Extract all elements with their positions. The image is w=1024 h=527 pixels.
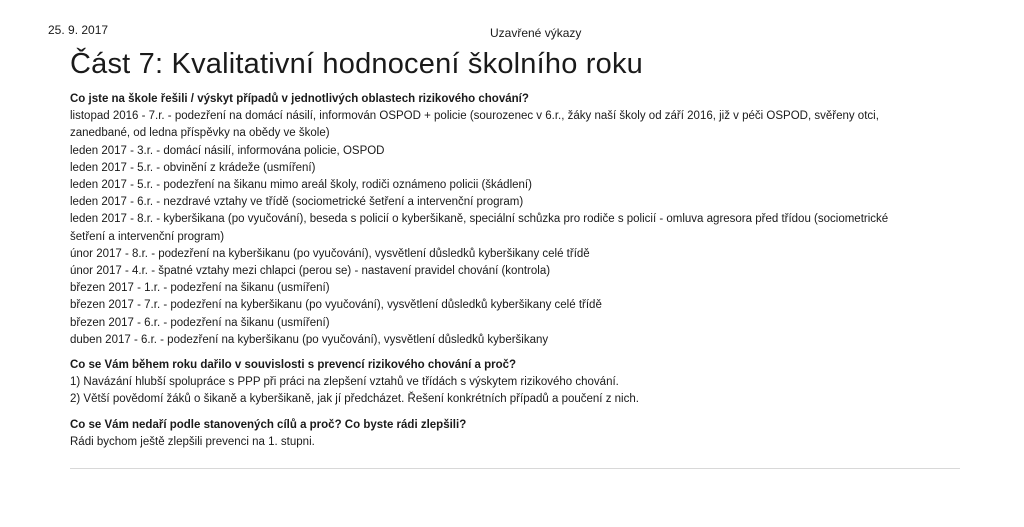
section-title: Část 7: Kvalitativní hodnocení školního roku bbox=[70, 48, 644, 80]
answer-line: leden 2017 - 5.r. - obvinění z krádeže (usmíření) bbox=[70, 161, 316, 174]
answer-line: listopad 2016 - 7.r. - podezření na domácí násilí, informován OSPOD + policie (sourozenec v 6.r., žáky naší školy od září 2016, již v péči OSPOD, svěřeny otci, bbox=[70, 110, 879, 123]
answer-line: šetření a intervenční program) bbox=[70, 230, 225, 243]
answer-line: 1) Navázání hlubší spolupráce s PPP při práci na zlepšení vztahů ve třídách s výskytem rizikového chování. bbox=[70, 376, 619, 389]
question-block-3 bbox=[70, 417, 970, 451]
answer-line: únor 2017 - 8.r. - podezření na kyberšikanu (po vyučování), vysvětlení důsledků kyberšikany celé třídě bbox=[70, 247, 590, 260]
question-block-1 bbox=[70, 91, 970, 349]
answer-line: březen 2017 - 7.r. - podezření na kyberšikanu (po vyučování), vysvětlení důsledků kyberšikany celé třídě bbox=[70, 299, 602, 312]
answer-line: Rádi bychom ještě zlepšili prevenci na 1. stupni. bbox=[70, 435, 315, 448]
answer-line: březen 2017 - 6.r. - podezření na šikanu (usmíření) bbox=[70, 316, 330, 329]
question-heading: Co jste na škole řešili / výskyt případů v jednotlivých oblastech rizikového chování? bbox=[70, 93, 529, 105]
answer-line: leden 2017 - 6.r. - nezdravé vztahy ve třídě (sociometrické šetření a intervenční program) bbox=[70, 196, 524, 209]
answer-line: duben 2017 - 6.r. - podezření na kyberšikanu (po vyučování), vysvětlení důsledků kyberšikany bbox=[70, 333, 549, 346]
answer-line: zanedbané, od ledna příspěvky na obědy ve škole) bbox=[70, 127, 330, 140]
report-date: 25. 9. 2017 bbox=[48, 23, 109, 37]
answer-line: únor 2017 - 4.r. - špatné vztahy mezi chlapci (perou se) - nastavení pravidel chování (kontrola) bbox=[70, 265, 551, 278]
question-heading: Co se Vám nedaří podle stanovených cílů a proč? Co byste rádi zlepšili? bbox=[70, 418, 467, 431]
questions-container bbox=[70, 91, 970, 451]
answer-line: březen 2017 - 1.r. - podezření na šikanu (usmíření) bbox=[70, 282, 330, 295]
answer-line: leden 2017 - 3.r. - domácí násilí, informována policie, OSPOD bbox=[70, 144, 385, 157]
answer-text bbox=[70, 374, 970, 408]
answer-line: leden 2017 - 8.r. - kyberšikana (po vyučování), beseda s policií o kyberšikaně, speciální schůzka pro rodiče s policií - omluva agresora před třídou (sociometrické bbox=[70, 213, 889, 226]
question-heading: Co se Vám během roku dařilo v souvislosti s prevencí rizikového chování a proč? bbox=[70, 359, 517, 372]
answer-line: leden 2017 - 5.r. - podezření na šikanu mimo areál školy, rodiči oznámeno policii (škádlení) bbox=[70, 179, 532, 192]
footer-divider bbox=[70, 468, 960, 469]
answer-text bbox=[70, 108, 970, 349]
answer-text bbox=[70, 434, 970, 451]
report-document-title: Uzavřené výkazy bbox=[490, 26, 582, 40]
question-block-2 bbox=[70, 357, 970, 409]
answer-line: 2) Větší povědomí žáků o šikaně a kyberšikaně, jak jí předcházet. Řešení konkrétních případů a poučení z nich. bbox=[70, 393, 639, 406]
